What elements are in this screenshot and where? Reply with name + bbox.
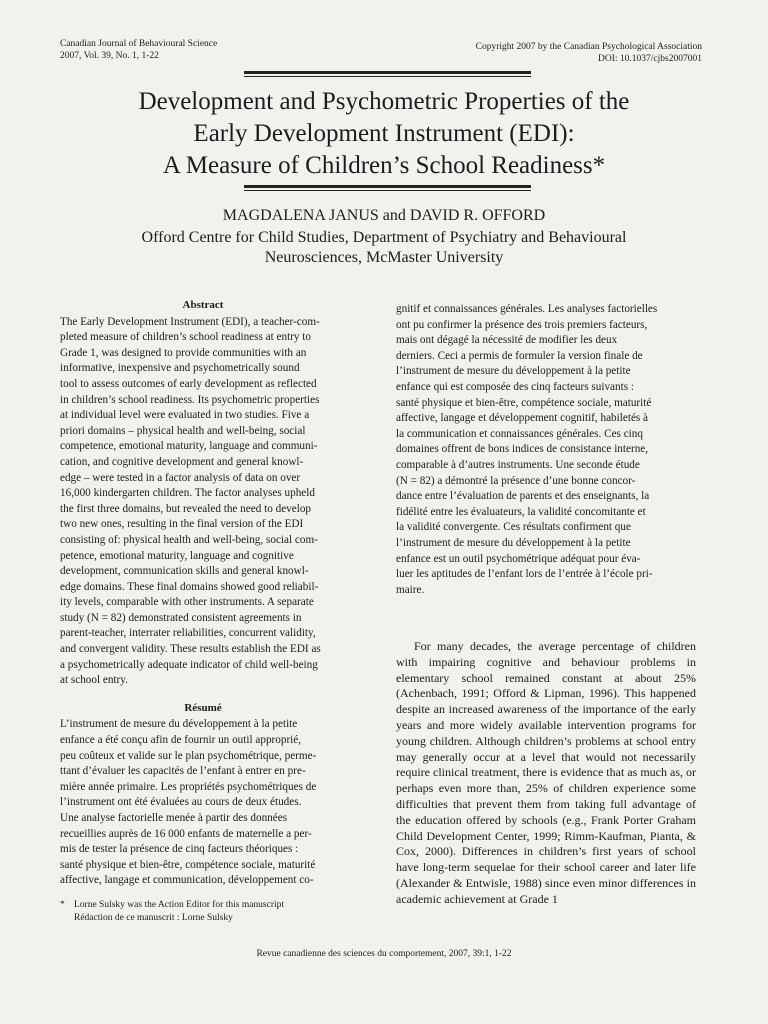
abstract-line: development, communication skills and general knowl- bbox=[60, 565, 309, 578]
abstract-line: cation, and cognitive development and general knowl- bbox=[60, 455, 304, 468]
abstract-line: Grade 1, was designed to provide communities with an bbox=[60, 346, 307, 359]
resume-line: derniers. Ceci a permis de formuler la version finale de bbox=[396, 349, 643, 362]
resume-continued bbox=[396, 302, 696, 598]
copyright-header bbox=[476, 41, 702, 65]
volume-info: 2007, Vol. 39, No. 1, 1-22 bbox=[60, 51, 159, 61]
abstract-heading: Abstract bbox=[182, 299, 224, 311]
resume-line: dance entre l’évaluation de parents et des enseignants, la bbox=[396, 490, 650, 503]
resume-heading: Résumé bbox=[184, 701, 222, 714]
resume-line: enfance qui est composée des cinq facteurs suivants : bbox=[396, 380, 634, 393]
abstract-line: in children’s school readiness. Its psychometric properties bbox=[60, 393, 320, 406]
resume-line: luer les aptitudes de l’enfant lors de l’entrée à l’école pri- bbox=[396, 568, 653, 581]
resume-line: l’instrument de mesure du développement à la petite bbox=[396, 536, 631, 549]
title-rule-top-thin bbox=[244, 76, 531, 77]
journal-name: Canadian Journal of Behavioural Science bbox=[60, 39, 218, 49]
resume-line: affective, langage et communication, développement co- bbox=[60, 874, 314, 887]
abstract-line: ity levels, comparable with other instruments. A separate bbox=[60, 596, 314, 609]
abstract-line: 16,000 kindergarten children. The factor analyses upheld bbox=[60, 487, 315, 500]
resume-text bbox=[60, 717, 346, 889]
abstract-line: informative, inexpensive and psychometrically sound bbox=[60, 362, 300, 375]
footnote bbox=[60, 899, 350, 924]
abstract-line: a psychometrically adequate indicator of child well-being bbox=[60, 658, 318, 671]
resume-line: affective, langage et développement cognitif, habiletés à bbox=[396, 412, 649, 425]
journal-header bbox=[60, 38, 217, 62]
resume-line: (N = 82) a démontré la présence d’une bonne concor- bbox=[396, 474, 636, 487]
abstract-line: edge domains. These final domains showed good reliabil- bbox=[60, 580, 319, 593]
abstract-line: consisting of: physical health and well-being, social com- bbox=[60, 533, 318, 546]
affiliation-line-2: Neurosciences, McMaster University bbox=[264, 249, 504, 266]
title-line-2: Early Development Instrument (EDI): bbox=[193, 120, 575, 147]
abstract-text bbox=[60, 315, 346, 689]
abstract-line: tool to assess outcomes of early development as reflected bbox=[60, 377, 317, 390]
resume-line: domaines offrent de bons indices de consistance interne, bbox=[396, 443, 649, 456]
page-footer: Revue canadienne des sciences du comportement, 2007, 39:1, 1-22 bbox=[256, 949, 512, 959]
title-line-3: A Measure of Children’s School Readiness* bbox=[162, 152, 606, 179]
doi-line: DOI: 10.1037/cjbs2007001 bbox=[598, 54, 702, 64]
resume-line: l’instrument de mesure du développement à la petite bbox=[396, 365, 631, 378]
resume-line: santé physique et bien-être, compétence sociale, maturité bbox=[396, 396, 652, 409]
abstract-line: competence, emotional maturity, language and communi- bbox=[60, 440, 318, 453]
resume-line: la communication et connaissances générales. Ces cinq bbox=[396, 427, 643, 440]
resume-line: recueillies auprès de 16 000 enfants de maternelle a per- bbox=[60, 827, 312, 840]
resume-line: ttant d’évaluer les capacités de l’enfant à entrer en pre- bbox=[60, 765, 306, 778]
copyright-line: Copyright 2007 by the Canadian Psychological Association bbox=[475, 42, 702, 52]
resume-line: ont pu confirmer la présence des trois premiers facteurs, bbox=[396, 318, 648, 331]
introduction bbox=[396, 639, 696, 908]
resume-line: L’instrument de mesure du développement à la petite bbox=[60, 718, 298, 731]
resume-line: l’instrument ont été évaluées au cours de deux études. bbox=[60, 796, 302, 809]
title-rule-top bbox=[244, 71, 531, 74]
abstract-line: petence, emotional maturity, language and cognitive bbox=[60, 549, 294, 562]
abstract-line: the first three domains, but revealed the need to develop bbox=[60, 502, 312, 515]
title-rule-bottom-thin bbox=[244, 190, 531, 191]
abstract-line: edge – were tested in a factor analysis of data on over bbox=[60, 471, 301, 484]
resume-line: la validité convergente. Ces résultats confirment que bbox=[396, 521, 631, 534]
resume-line: maire. bbox=[396, 583, 425, 596]
resume-line: gnitif et connaissances générales. Les analyses factorielles bbox=[396, 303, 658, 315]
abstract-line: priori domains – physical health and well-being, social bbox=[60, 424, 306, 437]
resume-line: fidélité entre les évaluateurs, la validité concomitante et bbox=[396, 505, 646, 518]
intro-paragraph: For many decades, the average percentage of children with impairing cognitive and behaviour problems in elementary school remained constant at about 25% (Achenbach, 1991; Offord & Lipman, 1996). This happened despite an increased awareness of the importance of the early years and more widely available intervention programs for young children. Although children’s problems at school entry may generally occur at a level that would not necessarily require clinical treatment, there is evidence that as much as, or perhaps even more than, 25% of children experience some difficulties that prevent them from taking full advantage of the education offered by schools (e.g., Frank Porter Graham Child Development Center, 1999; Rimm-Kaufman, Pianta, & Cox, 2000). Differences in children’s first years of school have long-term sequelae for their school career and later life (Alexander & Entwisle, 1988) since even minor differences in academic achievement at Grade 1 bbox=[396, 639, 696, 906]
abstract-line: study (N = 82) demonstrated consistent agreements in bbox=[60, 611, 302, 624]
resume-line: mis de tester la présence de cinq facteurs théoriques : bbox=[60, 843, 299, 856]
resume-line: comparable à d’autres instruments. Une seconde étude bbox=[396, 458, 640, 471]
abstract-line: The Early Development Instrument (EDI), a teacher-com- bbox=[60, 315, 320, 328]
affiliation-line-1: Offord Centre for Child Studies, Department of Psychiatry and Behavioural bbox=[141, 229, 627, 246]
abstract-line: at school entry. bbox=[60, 674, 128, 687]
abstract-line: parent-teacher, interrater reliabilities, concurrent validity, bbox=[60, 627, 316, 640]
abstract-line: two new ones, resulting in the final version of the EDI bbox=[60, 518, 304, 531]
resume-line: peu coûteux et valide sur le plan psychométrique, perme- bbox=[60, 749, 317, 762]
resume-line: enfance a été conçu afin de fournir un outil approprié, bbox=[60, 734, 302, 747]
article-title bbox=[40, 86, 728, 182]
abstract-line: at individual level were evaluated in two studies. Five a bbox=[60, 409, 310, 422]
footnote-marker: * bbox=[60, 900, 65, 910]
left-column bbox=[60, 298, 346, 889]
resume-line: santé physique et bien-être, compétence sociale, maturité bbox=[60, 858, 316, 871]
footnote-line-2: Rédaction de ce manuscrit : Lorne Sulsky bbox=[74, 912, 233, 923]
author-names: MAGDALENA JANUS and DAVID R. OFFORD bbox=[222, 207, 546, 224]
title-line-1: Development and Psychometric Properties of the bbox=[138, 88, 630, 115]
title-rule-bottom bbox=[244, 185, 531, 188]
affiliation bbox=[60, 228, 708, 268]
resume-line: mais ont dégagé la nécessité de modifier les deux bbox=[396, 334, 618, 347]
resume-line: mière année primaire. Les propriétés psychométriques de bbox=[60, 780, 317, 793]
abstract-line: and convergent validity. These results establish the EDI as bbox=[60, 643, 321, 656]
abstract-line: pleted measure of children’s school readiness at entry to bbox=[60, 331, 312, 344]
resume-line: enfance est un outil psychométrique adéquat pour éva- bbox=[396, 552, 641, 565]
resume-line: Une analyse factorielle menée à partir des données bbox=[60, 812, 288, 824]
footnote-line-1: Lorne Sulsky was the Action Editor for this manuscript bbox=[74, 900, 285, 910]
